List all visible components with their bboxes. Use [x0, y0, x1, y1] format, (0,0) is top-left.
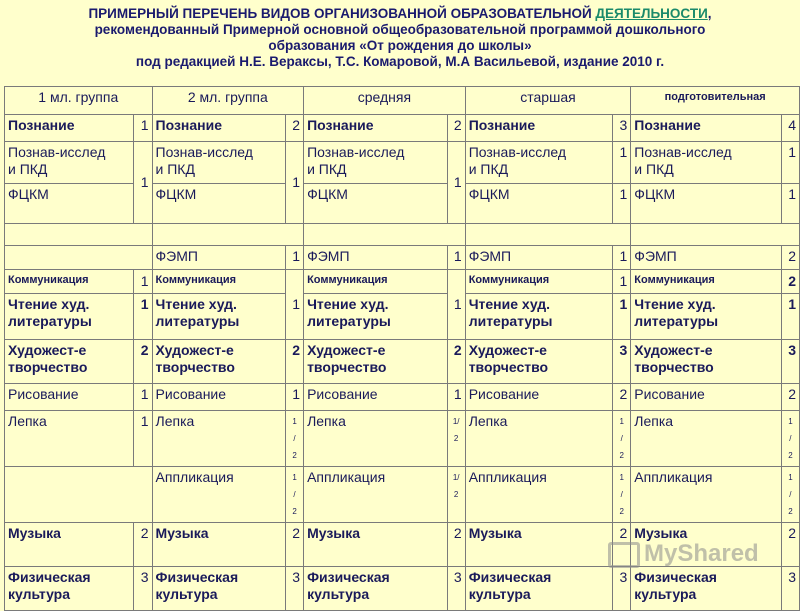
cell-line: и ПКД — [634, 161, 674, 177]
table-row — [5, 184, 800, 224]
cell-label — [304, 142, 448, 184]
fraction-part: / — [620, 434, 623, 443]
cell-label — [5, 340, 134, 384]
fraction-part: 2 — [453, 434, 459, 443]
watermark-text: MyShared — [644, 540, 759, 567]
cell-label: Аппликация — [465, 467, 613, 523]
table-row — [5, 567, 800, 611]
cell-line: Физическая — [8, 569, 91, 585]
cell-label: Музыка — [5, 523, 134, 567]
table-row — [5, 411, 800, 467]
cell-label: Коммуникация — [631, 270, 782, 294]
cell-label — [465, 567, 613, 611]
cell-value: 1 — [613, 270, 631, 294]
table-row — [5, 384, 800, 411]
fraction-part: 2 — [292, 451, 297, 460]
table-row — [5, 294, 800, 340]
cell-value: 1 — [286, 384, 304, 411]
cell-line: культура — [155, 586, 218, 602]
cell-value: 3 — [781, 567, 799, 611]
cell-value: 2 — [134, 340, 152, 384]
cell-value: 1 — [286, 246, 304, 270]
cell-fraction — [781, 411, 799, 467]
cell-line: творчество — [307, 359, 387, 375]
cell-value: 1 — [781, 294, 799, 340]
cell-label — [465, 294, 613, 340]
cell-value: 1 — [447, 246, 465, 270]
cell-label: Аппликация — [631, 467, 782, 523]
cell-label: ФЭМП — [304, 246, 448, 270]
cell-label: Рисование — [152, 384, 285, 411]
fraction-part: 1/ — [452, 417, 460, 426]
cell-label: ФЭМП — [465, 246, 613, 270]
cell-label — [304, 340, 448, 384]
cell-label: Познание — [304, 115, 448, 142]
header-group-2: 2 мл. группа — [152, 87, 304, 115]
table-row — [5, 523, 800, 567]
table-row — [5, 224, 800, 246]
cell-line: Художест-е — [8, 342, 87, 358]
cell-label — [5, 294, 134, 340]
empty-cell — [465, 224, 631, 246]
empty-cell — [5, 246, 153, 270]
cell-label: Лепка — [5, 411, 134, 467]
cell-label — [152, 142, 285, 184]
header-group-1: 1 мл. группа — [5, 87, 153, 115]
empty-cell — [304, 224, 466, 246]
cell-label: Аппликация — [152, 467, 285, 523]
cell-label: Музыка — [304, 523, 448, 567]
title-line-3: образования «От рождения до школы» — [268, 38, 532, 53]
cell-value: 2 — [447, 523, 465, 567]
cell-fraction — [613, 411, 631, 467]
cell-label — [152, 294, 285, 340]
cell-line: Художест-е — [634, 342, 713, 358]
cell-line: Физическая — [468, 569, 552, 585]
cell-label: Познание — [152, 115, 285, 142]
cell-value: 3 — [286, 567, 304, 611]
cell-label — [465, 142, 613, 184]
fraction-part: 1 — [619, 417, 624, 426]
cell-value: 2 — [286, 115, 304, 142]
cell-label — [152, 340, 285, 384]
cell-line: творчество — [468, 359, 549, 375]
cell-line: Чтение худ. — [8, 296, 90, 312]
cell-value: 1 — [286, 270, 304, 340]
cell-label: ФЦКМ — [465, 184, 613, 224]
fraction-part: 2 — [788, 507, 793, 516]
header-group-3: средняя — [304, 87, 466, 115]
cell-value: 1 — [781, 142, 799, 184]
cell-value: 1 — [613, 294, 631, 340]
cell-line: и ПКД — [155, 161, 195, 177]
fraction-part: 1 — [788, 417, 793, 426]
cell-label: Рисование — [5, 384, 134, 411]
empty-cell — [152, 224, 304, 246]
fraction-part: 1 — [619, 473, 624, 482]
cell-value: 2 — [781, 384, 799, 411]
title-line-4: под редакцией Н.Е. Вераксы, Т.С. Комаровой, М.А Васильевой, издание 2010 г. — [135, 54, 665, 69]
cell-label: Рисование — [304, 384, 448, 411]
header-group-4: старшая — [465, 87, 631, 115]
title-comma: , — [707, 6, 712, 21]
fraction-part: 2 — [292, 507, 297, 516]
table-row — [5, 246, 800, 270]
empty-cell — [5, 467, 153, 523]
cell-value: 1 — [447, 270, 465, 340]
cell-label: ФЦКМ — [5, 184, 134, 224]
fraction-part: / — [293, 490, 296, 499]
cell-line: Чтение худ. — [307, 296, 389, 312]
cell-label: Лепка — [304, 411, 448, 467]
cell-line: литературы — [634, 313, 719, 329]
cell-value: 2 — [613, 384, 631, 411]
title-link[interactable]: ДЕЯТЕЛЬНОСТИ — [595, 6, 708, 21]
cell-value: 2 — [781, 246, 799, 270]
cell-label: Музыка — [465, 523, 613, 567]
table-row — [5, 467, 800, 523]
header-group-5: подготовительная — [631, 87, 800, 115]
title-text: ПРИМЕРНЫЙ ПЕРЕЧЕНЬ ВИДОВ ОРГАНИЗОВАННОЙ ОБРАЗОВАТЕЛЬНОЙ — [88, 6, 592, 21]
cell-label: Познание — [5, 115, 134, 142]
cell-value: 2 — [134, 523, 152, 567]
cell-line: и ПКД — [468, 161, 509, 177]
cell-label: ФЦКМ — [152, 184, 285, 224]
cell-value: 2 — [781, 523, 799, 567]
cell-value: 3 — [447, 567, 465, 611]
activities-table — [4, 86, 800, 611]
fraction-part: / — [789, 490, 792, 499]
cell-line: Чтение худ. — [634, 296, 716, 312]
fraction-part: / — [293, 434, 296, 443]
cell-fraction — [447, 411, 465, 467]
cell-line: литературы — [468, 313, 553, 329]
cell-line: культура — [307, 586, 370, 602]
cell-line: Познав-исслед — [468, 144, 567, 160]
cell-label — [465, 340, 613, 384]
fraction-part: / — [789, 434, 792, 443]
cell-label — [152, 567, 285, 611]
cell-label: Лепка — [152, 411, 285, 467]
cell-label: Лепка — [631, 411, 782, 467]
cell-line: Физическая — [634, 569, 717, 585]
cell-line: Художест-е — [155, 342, 234, 358]
cell-label — [304, 567, 448, 611]
cell-value: 1 — [447, 384, 465, 411]
cell-value: 1 — [613, 142, 631, 184]
cell-label: Музыка — [631, 523, 782, 567]
table-row — [5, 340, 800, 384]
cell-fraction — [781, 467, 799, 523]
cell-label — [5, 142, 134, 184]
cell-line: Чтение худ. — [155, 296, 237, 312]
cell-value: 2 — [286, 340, 304, 384]
cell-value: 1 — [613, 184, 631, 224]
cell-line: литературы — [155, 313, 240, 329]
cell-value: 2 — [447, 115, 465, 142]
cell-line: Познав-исслед — [634, 144, 732, 160]
cell-fraction — [286, 467, 304, 523]
cell-label: ФЭМП — [152, 246, 285, 270]
cell-value: 1 — [134, 294, 152, 340]
cell-label: Рисование — [631, 384, 782, 411]
cell-label: Коммуникация — [465, 270, 613, 294]
page-title — [0, 6, 800, 70]
fraction-part: 2 — [453, 490, 459, 499]
cell-label: Коммуникация — [5, 270, 134, 294]
cell-line: творчество — [634, 359, 714, 375]
cell-label — [304, 294, 448, 340]
fraction-part: 1 — [292, 473, 297, 482]
cell-line: литературы — [8, 313, 92, 329]
cell-label — [5, 567, 134, 611]
cell-label — [631, 340, 782, 384]
cell-label: Аппликация — [304, 467, 448, 523]
cell-label: ФЦКМ — [304, 184, 448, 224]
cell-value: 2 — [447, 340, 465, 384]
cell-value: 1 — [134, 115, 152, 142]
cell-value: 2 — [286, 523, 304, 567]
cell-line: и ПКД — [307, 161, 347, 177]
cell-value: 1 — [613, 246, 631, 270]
cell-label: ФЦКМ — [631, 184, 782, 224]
fraction-part: 2 — [788, 451, 793, 460]
cell-line: культура — [8, 586, 71, 602]
cell-label — [631, 142, 782, 184]
cell-value: 2 — [613, 523, 631, 567]
cell-label: Коммуникация — [304, 270, 448, 294]
cell-label: Рисование — [465, 384, 613, 411]
cell-fraction — [613, 467, 631, 523]
cell-value: 1 — [447, 142, 465, 224]
empty-cell — [631, 224, 800, 246]
cell-line: и ПКД — [8, 161, 48, 177]
fraction-part: 1 — [292, 417, 297, 426]
cell-line: Познав-исслед — [307, 144, 405, 160]
cell-line: Физическая — [155, 569, 239, 585]
cell-line: Художест-е — [307, 342, 386, 358]
fraction-part: / — [620, 490, 623, 499]
cell-line: Познав-исслед — [8, 144, 106, 160]
cell-label: Лепка — [465, 411, 613, 467]
cell-line: творчество — [8, 359, 88, 375]
cell-line: Художест-е — [468, 342, 547, 358]
cell-value: 3 — [613, 340, 631, 384]
table-row — [5, 270, 800, 294]
cell-line: литературы — [307, 313, 391, 329]
cell-value: 1 — [134, 142, 152, 224]
cell-value: 2 — [781, 270, 799, 294]
fraction-part: 1 — [788, 473, 793, 482]
cell-fraction — [286, 411, 304, 467]
cell-value: 3 — [781, 340, 799, 384]
cell-line: Познав-исслед — [155, 144, 253, 160]
table-row — [5, 115, 800, 142]
title-line-1 — [0, 6, 800, 22]
cell-line: Чтение худ. — [468, 296, 551, 312]
fraction-part: 2 — [619, 507, 624, 516]
cell-line: культура — [468, 586, 531, 602]
cell-label: Коммуникация — [152, 270, 285, 294]
cell-value: 3 — [134, 567, 152, 611]
cell-label: Музыка — [152, 523, 285, 567]
cell-line: Физическая — [307, 569, 390, 585]
fraction-part: 2 — [619, 451, 624, 460]
cell-value: 4 — [781, 115, 799, 142]
cell-line: творчество — [155, 359, 235, 375]
cell-value: 3 — [613, 567, 631, 611]
cell-label: Познание — [465, 115, 613, 142]
table-row — [5, 142, 800, 184]
cell-value: 3 — [613, 115, 631, 142]
header-row — [5, 87, 800, 115]
cell-value: 1 — [134, 411, 152, 467]
title-line-2: рекомендованный Примерной основной общеобразовательной программой дошкольного — [94, 22, 706, 37]
cell-fraction — [447, 467, 465, 523]
cell-value: 1 — [781, 184, 799, 224]
cell-line: культура — [634, 586, 697, 602]
fraction-part: 1/ — [452, 473, 460, 482]
cell-label — [631, 567, 782, 611]
cell-value: 1 — [286, 142, 304, 224]
cell-label: ФЭМП — [631, 246, 782, 270]
cell-value: 1 — [134, 384, 152, 411]
cell-label: Познание — [631, 115, 782, 142]
cell-value: 1 — [134, 270, 152, 294]
cell-label — [631, 294, 782, 340]
empty-cell — [5, 224, 153, 246]
